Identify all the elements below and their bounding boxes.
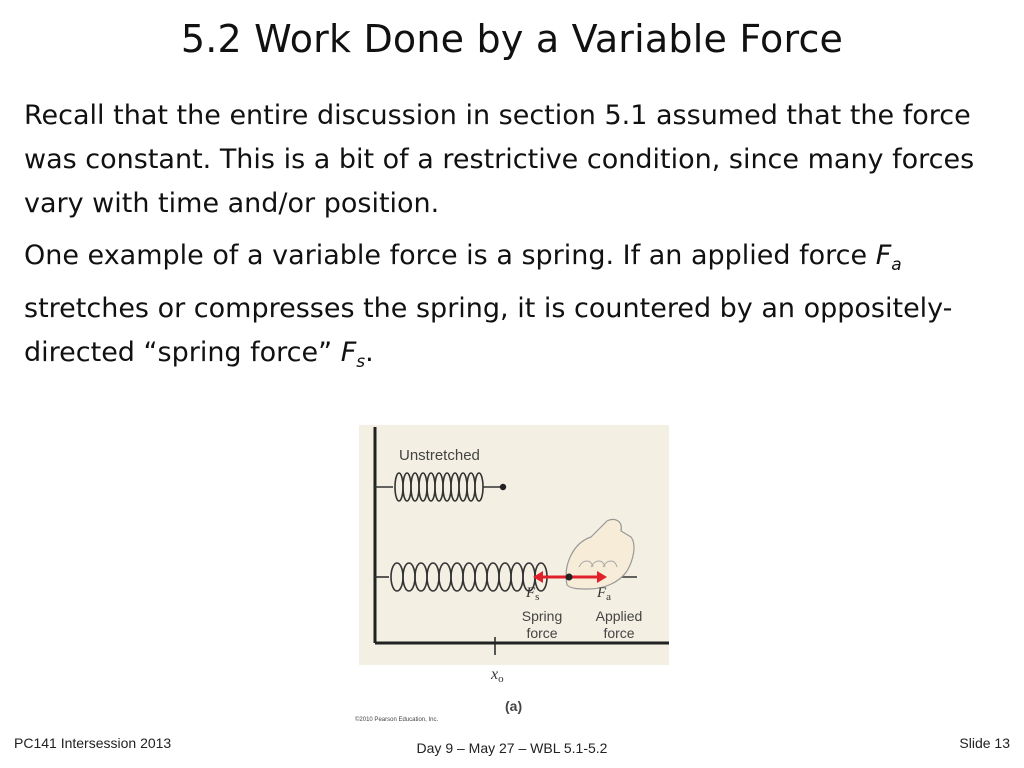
spring-force-symbol: [340, 337, 366, 372]
applied-force-label-line2: force: [603, 625, 635, 641]
paragraph-2: [24, 234, 994, 384]
spring-force-symbol-sub: s: [356, 352, 366, 372]
spring-force-label-line1: Spring: [521, 608, 563, 624]
applied-force-symbol-sub: a: [891, 255, 902, 275]
paragraph-1: Recall that the entire discussion in section 5.1 assumed that the force was constant. This is a bit of a restrictive condition, since many forces vary with time and/or position.: [24, 100, 975, 219]
copyright-notice: ©2010 Pearson Education, Inc.: [355, 717, 439, 723]
spring-figure: [345, 425, 675, 725]
spring-force-label-line2: force: [526, 625, 558, 641]
fs-label-sub: s: [535, 591, 540, 603]
x0-label-sub: o: [498, 673, 504, 685]
slide-body: [24, 94, 994, 384]
unstretched-label: Unstretched: [399, 447, 480, 464]
applied-force-symbol-F: F: [875, 240, 892, 271]
footer-course: PC141 Intersession 2013: [14, 735, 172, 751]
stretched-end-dot: [566, 574, 573, 581]
x0-label: [490, 666, 504, 685]
paragraph-2-text-a: One example of a variable force is a spring. If an applied force: [24, 240, 876, 271]
x0-label-x: x: [491, 666, 499, 683]
applied-force-symbol: [875, 240, 902, 275]
paragraph-2-text-b: stretches or compresses the spring, it is countered by an oppositely-directed “spring force”: [24, 293, 953, 368]
applied-force-label-line1: Applied: [595, 608, 643, 624]
spring-diagram: [345, 425, 675, 725]
paragraph-2-text-end: .: [365, 337, 374, 368]
slide-title: 5.2 Work Done by a Variable Force: [180, 17, 844, 61]
footer-date: Day 9 – May 27 – WBL 5.1-5.2: [416, 740, 608, 756]
spring-force-symbol-F: F: [340, 337, 357, 368]
fa-label-sub: a: [606, 591, 612, 603]
panel-label: (a): [505, 698, 523, 714]
fs-label-F: F: [526, 585, 536, 601]
unstretched-end-dot: [500, 484, 506, 490]
footer-slide-number: Slide 13: [959, 735, 1010, 751]
fa-label-F: F: [597, 585, 607, 601]
